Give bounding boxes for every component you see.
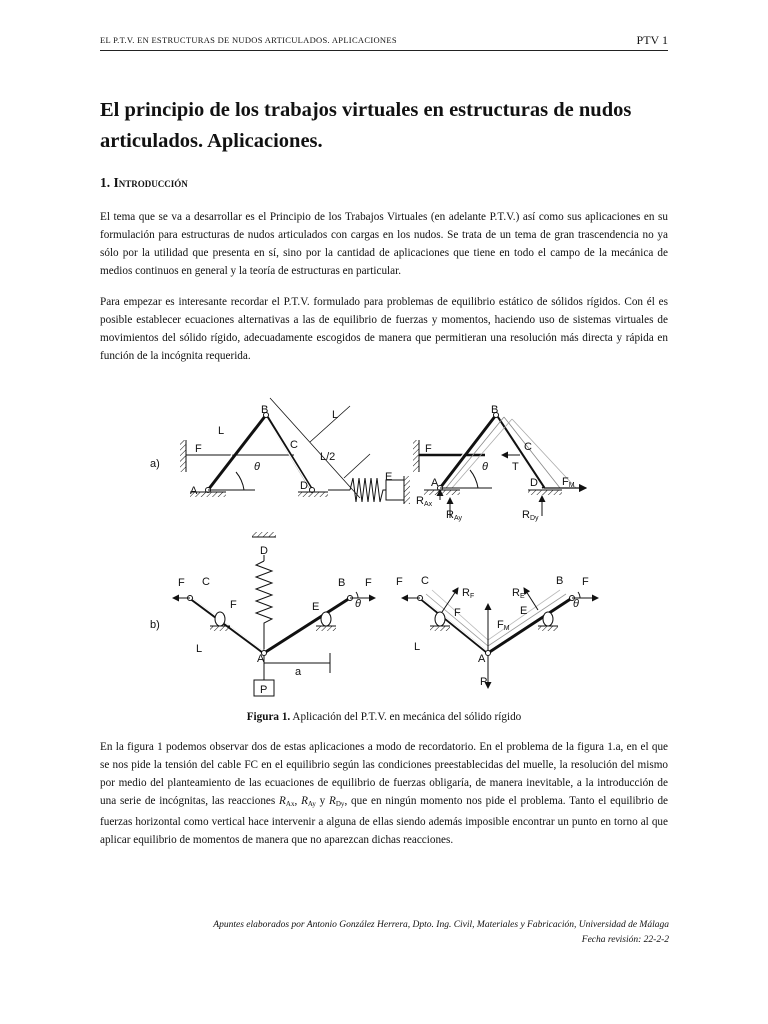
page-number: PTV 1 [636, 33, 668, 47]
page-title: El principio de los trabajos virtuales en estructuras de nudos articulados. Aplicaciones. [100, 99, 632, 152]
label-reaction-e: RE [512, 587, 525, 600]
page-header [100, 34, 668, 51]
label-reaction-ax: RAx [416, 495, 433, 508]
label-node-d2: D [530, 477, 538, 489]
label-b-node-d: D [260, 545, 268, 557]
label-b-node-b: B [338, 577, 346, 589]
section-title: Introducción [113, 175, 188, 190]
label-node-e: E [385, 471, 393, 483]
spring-a [350, 478, 386, 502]
label-b2-node-e: E [520, 605, 528, 617]
label-b2-node-b: B [556, 575, 564, 587]
paragraph-2: Para empezar es interesante recordar el P.T.V. formulado para problemas de equilibrio estático de sólidos rígidos. Con él es posible establecer ecuaciones alternativas a las de equilibrio de fuerzas y momentos, haciendo uso de sistemas virtuales de movimientos del sólido rígido, adecuadamente escogidos de manera que permitieran una resolución más directa y rápida en función de la incógnita requerida. [100, 296, 668, 362]
label-b-length: L [196, 643, 203, 655]
label-node-b2: B [491, 404, 499, 416]
roller-support-right [321, 612, 331, 626]
footer-revision-date: Fecha revisión: 22-2-2 [581, 935, 669, 945]
label-force-f: F [195, 443, 202, 455]
label-node-a: A [190, 485, 198, 497]
label-b-distance-a: a [295, 666, 302, 678]
caption-label: Figura 1. [246, 711, 291, 723]
label-b-node-c: C [202, 576, 210, 588]
label-length-l-right: L [332, 409, 339, 421]
label-b2-node-c: C [421, 575, 429, 587]
label-b2-load-p: P [480, 676, 488, 688]
figure-b-left [173, 532, 375, 696]
figure-b-right-labels [396, 575, 589, 688]
label-part-a: a) [150, 458, 160, 470]
figure-1-diagram [140, 388, 610, 702]
footer-authors: Apuntes elaborados por Antonio González Herrera, Dpto. Ing. Civil, Materiales y Fabricación, Universidad de Málaga [213, 920, 669, 930]
figure-b-left-labels [150, 545, 372, 696]
label-spring-force-fm: FM [497, 619, 510, 632]
label-b-node-e: E [312, 601, 320, 613]
label-b-theta: θ [355, 598, 361, 610]
label-node-a2: A [431, 477, 439, 489]
label-b2-length: L [414, 641, 421, 653]
figure-a-left [180, 398, 410, 504]
label-b-node-a: A [257, 653, 265, 665]
caption-text: Aplicación del P.T.V. en mecánica del sólido rígido [290, 711, 522, 723]
label-reaction-ay: RAy [446, 509, 462, 522]
label-b-load-p: P [260, 684, 268, 696]
dim-line-l [270, 398, 360, 498]
label-tension-t: T [512, 461, 519, 473]
wall-support [180, 440, 186, 472]
label-b2-force-right: F [582, 576, 589, 588]
label-reaction-dy: RDy [522, 509, 539, 522]
label-half-length: L/2 [320, 451, 336, 463]
label-node-b: B [261, 404, 269, 416]
label-b2-theta: θ [573, 598, 579, 610]
label-b2-force-left: F [396, 576, 403, 588]
label-b-force-left: F [178, 577, 185, 589]
figure-a-right-labels [416, 404, 575, 522]
label-node-c2: C [524, 441, 532, 453]
bar-ab [208, 415, 266, 490]
running-title: EL P.T.V. EN ESTRUCTURAS DE NUDOS ARTICULADOS. APLICACIONES [100, 35, 397, 45]
figure-a-right [413, 413, 586, 519]
figure-caption [100, 711, 668, 723]
bar-bd [266, 415, 312, 490]
label-theta: θ [254, 461, 260, 473]
label-b2-force-mid: F [454, 607, 461, 619]
figure-b-right [402, 588, 598, 688]
bar-ab2 [264, 598, 350, 653]
section-number: 1. [100, 175, 111, 190]
section-heading [100, 175, 188, 191]
label-b-force-mid: F [230, 599, 237, 611]
label-node-d: D [300, 480, 308, 492]
label-force-f2: F [425, 443, 432, 455]
label-b2-node-a: A [478, 653, 486, 665]
label-length-l-left: L [218, 425, 225, 437]
roller-support-left [215, 612, 225, 626]
label-node-c: C [290, 439, 298, 451]
page-footer [109, 918, 669, 948]
paragraph-1: El tema que se va a desarrollar es el Principio de los Trabajos Virtuales (en adelante P.T.V.) así como sus aplicaciones en su formulación para estructuras de nudos articulados con cargas en los nudos. Se trata de un tema de gran trascendencia no ya sólo por la utilidad que presenta en sí, sino por la cantidad de aplicaciones que tiene en todo el campo de la mecánica de medios continuos en general y la teoría de estructuras en particular. [100, 211, 668, 277]
paragraph-3: En la figura 1 podemos observar dos de estas aplicaciones a modo de recordatorio. En el problema de la figura 1.a, en el que se nos pide la tensión del cable FC en el equilibrio según las condiciones preestablecidas del muelle, la resolución del mismo por medio del planteamiento de las ecuaciones de equilibrio de fuerzas obligaría, de manera inevitable, a la introducción de una serie de incógnitas, las reacciones $R_{Ax}$, $R_{Ay}$ y $R_{Dy}$, que en ningún momento nos pide el problema. Tanto el equilibrio de fuerzas horizontal como vertical hace intervenir a alguna de ellas siendo además imposible encontrar un punto en torno al que aplicar equilibrio de momentos de manera que no aparezcan dichas reacciones. [100, 741, 669, 846]
spring-b [256, 561, 272, 650]
label-theta2: θ [482, 461, 488, 473]
label-b-force-right: F [365, 577, 372, 589]
label-force-fm: FM [562, 476, 575, 489]
label-reaction-f: RF [462, 587, 475, 600]
label-part-b: b) [150, 619, 160, 631]
